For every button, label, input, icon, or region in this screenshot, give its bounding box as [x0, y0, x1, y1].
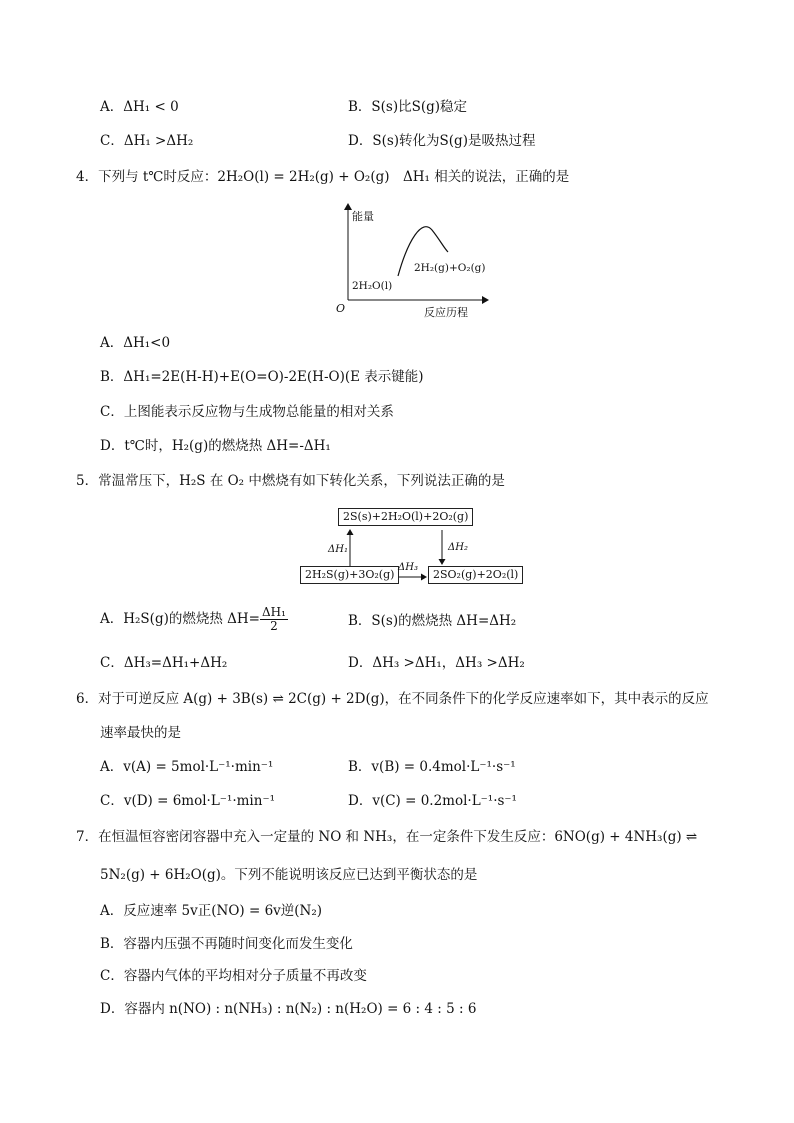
fraction-numerator: ΔH₁: [261, 605, 286, 619]
q3-option-c: C．ΔH₁ >ΔH₂: [100, 133, 194, 149]
top-box: 2S(s)+2H₂O(l)+2O₂(g): [338, 508, 473, 526]
q6-option-a: A．v(A) = 5mol·L⁻¹·min⁻¹: [100, 759, 274, 775]
q7-option-a: A．反应速率 5v正(NO) = 6v逆(N₂): [100, 903, 323, 919]
q4-stem: 4．下列与 t℃时反应：2H₂O(l) = 2H₂(g) + O₂(g) ΔH₁ 相关的说法，正确的是: [76, 169, 570, 185]
q3-option-d: D．S(s)转化为S(g)是吸热过程: [348, 133, 536, 149]
q5-option-a-fraction: [260, 606, 288, 633]
q5-option-b: B．S(s)的燃烧热 ΔH=ΔH₂: [348, 613, 517, 629]
q5-option-a: [100, 604, 288, 634]
q5-option-c: C．ΔH₃=ΔH₁+ΔH₂: [100, 655, 228, 671]
q4-option-b: B．ΔH₁=2E(H-H)+E(O=O)-2E(H-O)(E 表示键能): [100, 369, 424, 385]
dh2-label: ΔH₂: [448, 542, 468, 553]
q3-option-b: B．S(s)比S(g)稳定: [348, 99, 468, 115]
y-axis-label: 能量: [352, 210, 374, 223]
q7-option-d: D．容器内 n(NO) : n(NH₃) : n(N₂) : n(H₂O) = 6 : 4 : 5 : 6: [100, 1001, 477, 1017]
q4-option-a: A．ΔH₁<0: [100, 335, 171, 351]
q6-option-b: B．v(B) = 0.4mol·L⁻¹·s⁻¹: [348, 759, 516, 775]
q5-option-d: D．ΔH₃ >ΔH₁，ΔH₃ >ΔH₂: [348, 655, 525, 671]
energy-diagram: [336, 200, 496, 320]
q7-stem-line2: 5N₂(g) + 6H₂O(g)。下列不能说明该反应已达到平衡状态的是: [100, 867, 478, 883]
q5-option-a-prefix: A．H₂S(g)的燃烧热 ΔH=: [100, 611, 260, 627]
conversion-diagram: [298, 504, 526, 594]
q7-option-b: B．容器内压强不再随时间变化而发生变化: [100, 936, 353, 952]
fraction-denominator: 2: [270, 619, 278, 633]
q4-option-c: C．上图能表示反应物与生成物总能量的相对关系: [100, 404, 394, 420]
dh3-label: ΔH₃: [398, 562, 418, 573]
origin-label: O: [336, 302, 346, 315]
q6-stem-line1: 6．对于可逆反应 A(g) + 3B(s) ⇌ 2C(g) + 2D(g)，在不同条件下的化学反应速率如下，其中表示的反应: [76, 691, 709, 707]
q3-option-a: A．ΔH₁ < 0: [100, 99, 179, 115]
q6-option-c: C．v(D) = 6mol·L⁻¹·min⁻¹: [100, 793, 275, 809]
q6-stem-line2: 速率最快的是: [100, 725, 181, 741]
reactant-label: 2H₂O(l): [352, 280, 393, 292]
q7-option-c: C．容器内气体的平均相对分子质量不再改变: [100, 968, 367, 984]
bottom-left-box: 2H₂S(g)+3O₂(g): [300, 566, 399, 584]
q4-option-d: D．t℃时，H₂(g)的燃烧热 ΔH=-ΔH₁: [100, 438, 331, 454]
bottom-right-box: 2SO₂(g)+2O₂(l): [428, 566, 523, 584]
q7-stem-line1: 7．在恒温恒容密闭容器中充入一定量的 NO 和 NH₃，在一定条件下发生反应：6NO(g) + 4NH₃(g) ⇌: [76, 829, 698, 845]
dh1-label: ΔH₁: [328, 544, 348, 555]
x-axis-label: 反应历程: [424, 306, 468, 319]
q5-stem: 5．常温常压下，H₂S 在 O₂ 中燃烧有如下转化关系，下列说法正确的是: [76, 473, 505, 489]
q6-option-d: D．v(C) = 0.2mol·L⁻¹·s⁻¹: [348, 793, 517, 809]
product-label: 2H₂(g)+O₂(g): [414, 262, 486, 274]
